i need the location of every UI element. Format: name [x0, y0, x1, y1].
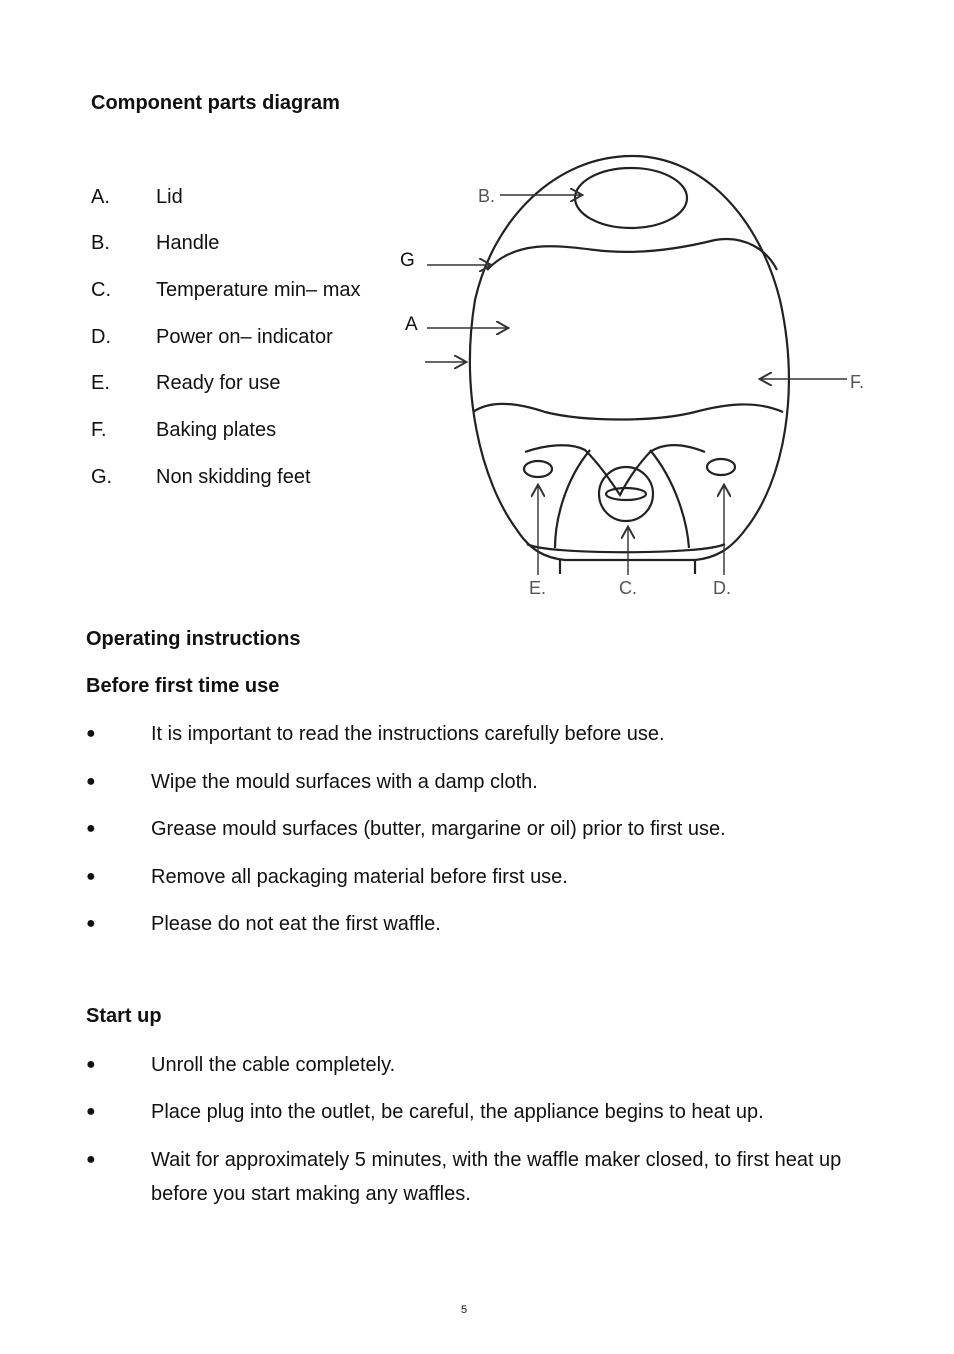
- start-up-title: Start up: [86, 1005, 162, 1027]
- part-letter: E.: [91, 372, 110, 394]
- bullet-icon: ●: [86, 773, 96, 790]
- diagram-label-e: E.: [529, 578, 547, 598]
- bullet-icon: ●: [86, 915, 96, 932]
- diagram-label-c: C.: [619, 578, 637, 598]
- part-name: Lid: [156, 186, 183, 208]
- part-name: Handle: [156, 232, 220, 254]
- bullet-text: It is important to read the instructions carefully before use.: [151, 723, 665, 745]
- diagram-label-g: G: [400, 250, 415, 271]
- part-letter: D.: [91, 326, 111, 348]
- diagram-label-d: D.: [713, 578, 731, 598]
- bullet-icon: ●: [86, 725, 96, 742]
- diagram-label-f: F.: [850, 372, 865, 392]
- part-letter: F.: [91, 419, 107, 441]
- part-letter: C.: [91, 279, 111, 301]
- waffle-maker-icon: [470, 156, 789, 574]
- part-letter: G.: [91, 466, 113, 488]
- bullet-text: Wipe the mould surfaces with a damp cloth.: [151, 771, 538, 793]
- bullet-icon: ●: [86, 1056, 96, 1073]
- bullet-icon: ●: [86, 1151, 96, 1168]
- operating-instructions-title: Operating instructions: [86, 628, 301, 650]
- bullet-text: Place plug into the outlet, be careful, the appliance begins to heat up.: [151, 1101, 764, 1123]
- bullet-icon: ●: [86, 868, 96, 885]
- part-name: Baking plates: [156, 419, 277, 441]
- part-name: Non skidding feet: [156, 466, 311, 488]
- bullet-icon: ●: [86, 1103, 96, 1120]
- diagram-label-a: A: [405, 314, 418, 335]
- part-name: Temperature min– max: [156, 279, 361, 301]
- part-name: Ready for use: [156, 372, 281, 394]
- waffle-maker-diagram: [395, 150, 875, 602]
- part-letter: B.: [91, 232, 110, 254]
- before-first-use-title: Before first time use: [86, 675, 280, 697]
- part-letter: A.: [91, 186, 110, 208]
- component-parts-title: Component parts diagram: [91, 92, 340, 114]
- bullet-text: Wait for approximately 5 minutes, with the waffle maker closed, to first heat up before you start making any waffles.: [151, 1149, 842, 1205]
- bullet-text: Remove all packaging material before first use.: [151, 866, 568, 888]
- bullet-icon: ●: [86, 820, 96, 837]
- bullet-text: Unroll the cable completely.: [151, 1054, 396, 1076]
- bullet-text: Please do not eat the first waffle.: [151, 913, 441, 935]
- diagram-label-b: B.: [478, 186, 496, 206]
- part-name: Power on– indicator: [156, 326, 333, 348]
- page-number: 5: [461, 1304, 468, 1316]
- bullet-text: Grease mould surfaces (butter, margarine or oil) prior to first use.: [151, 818, 726, 840]
